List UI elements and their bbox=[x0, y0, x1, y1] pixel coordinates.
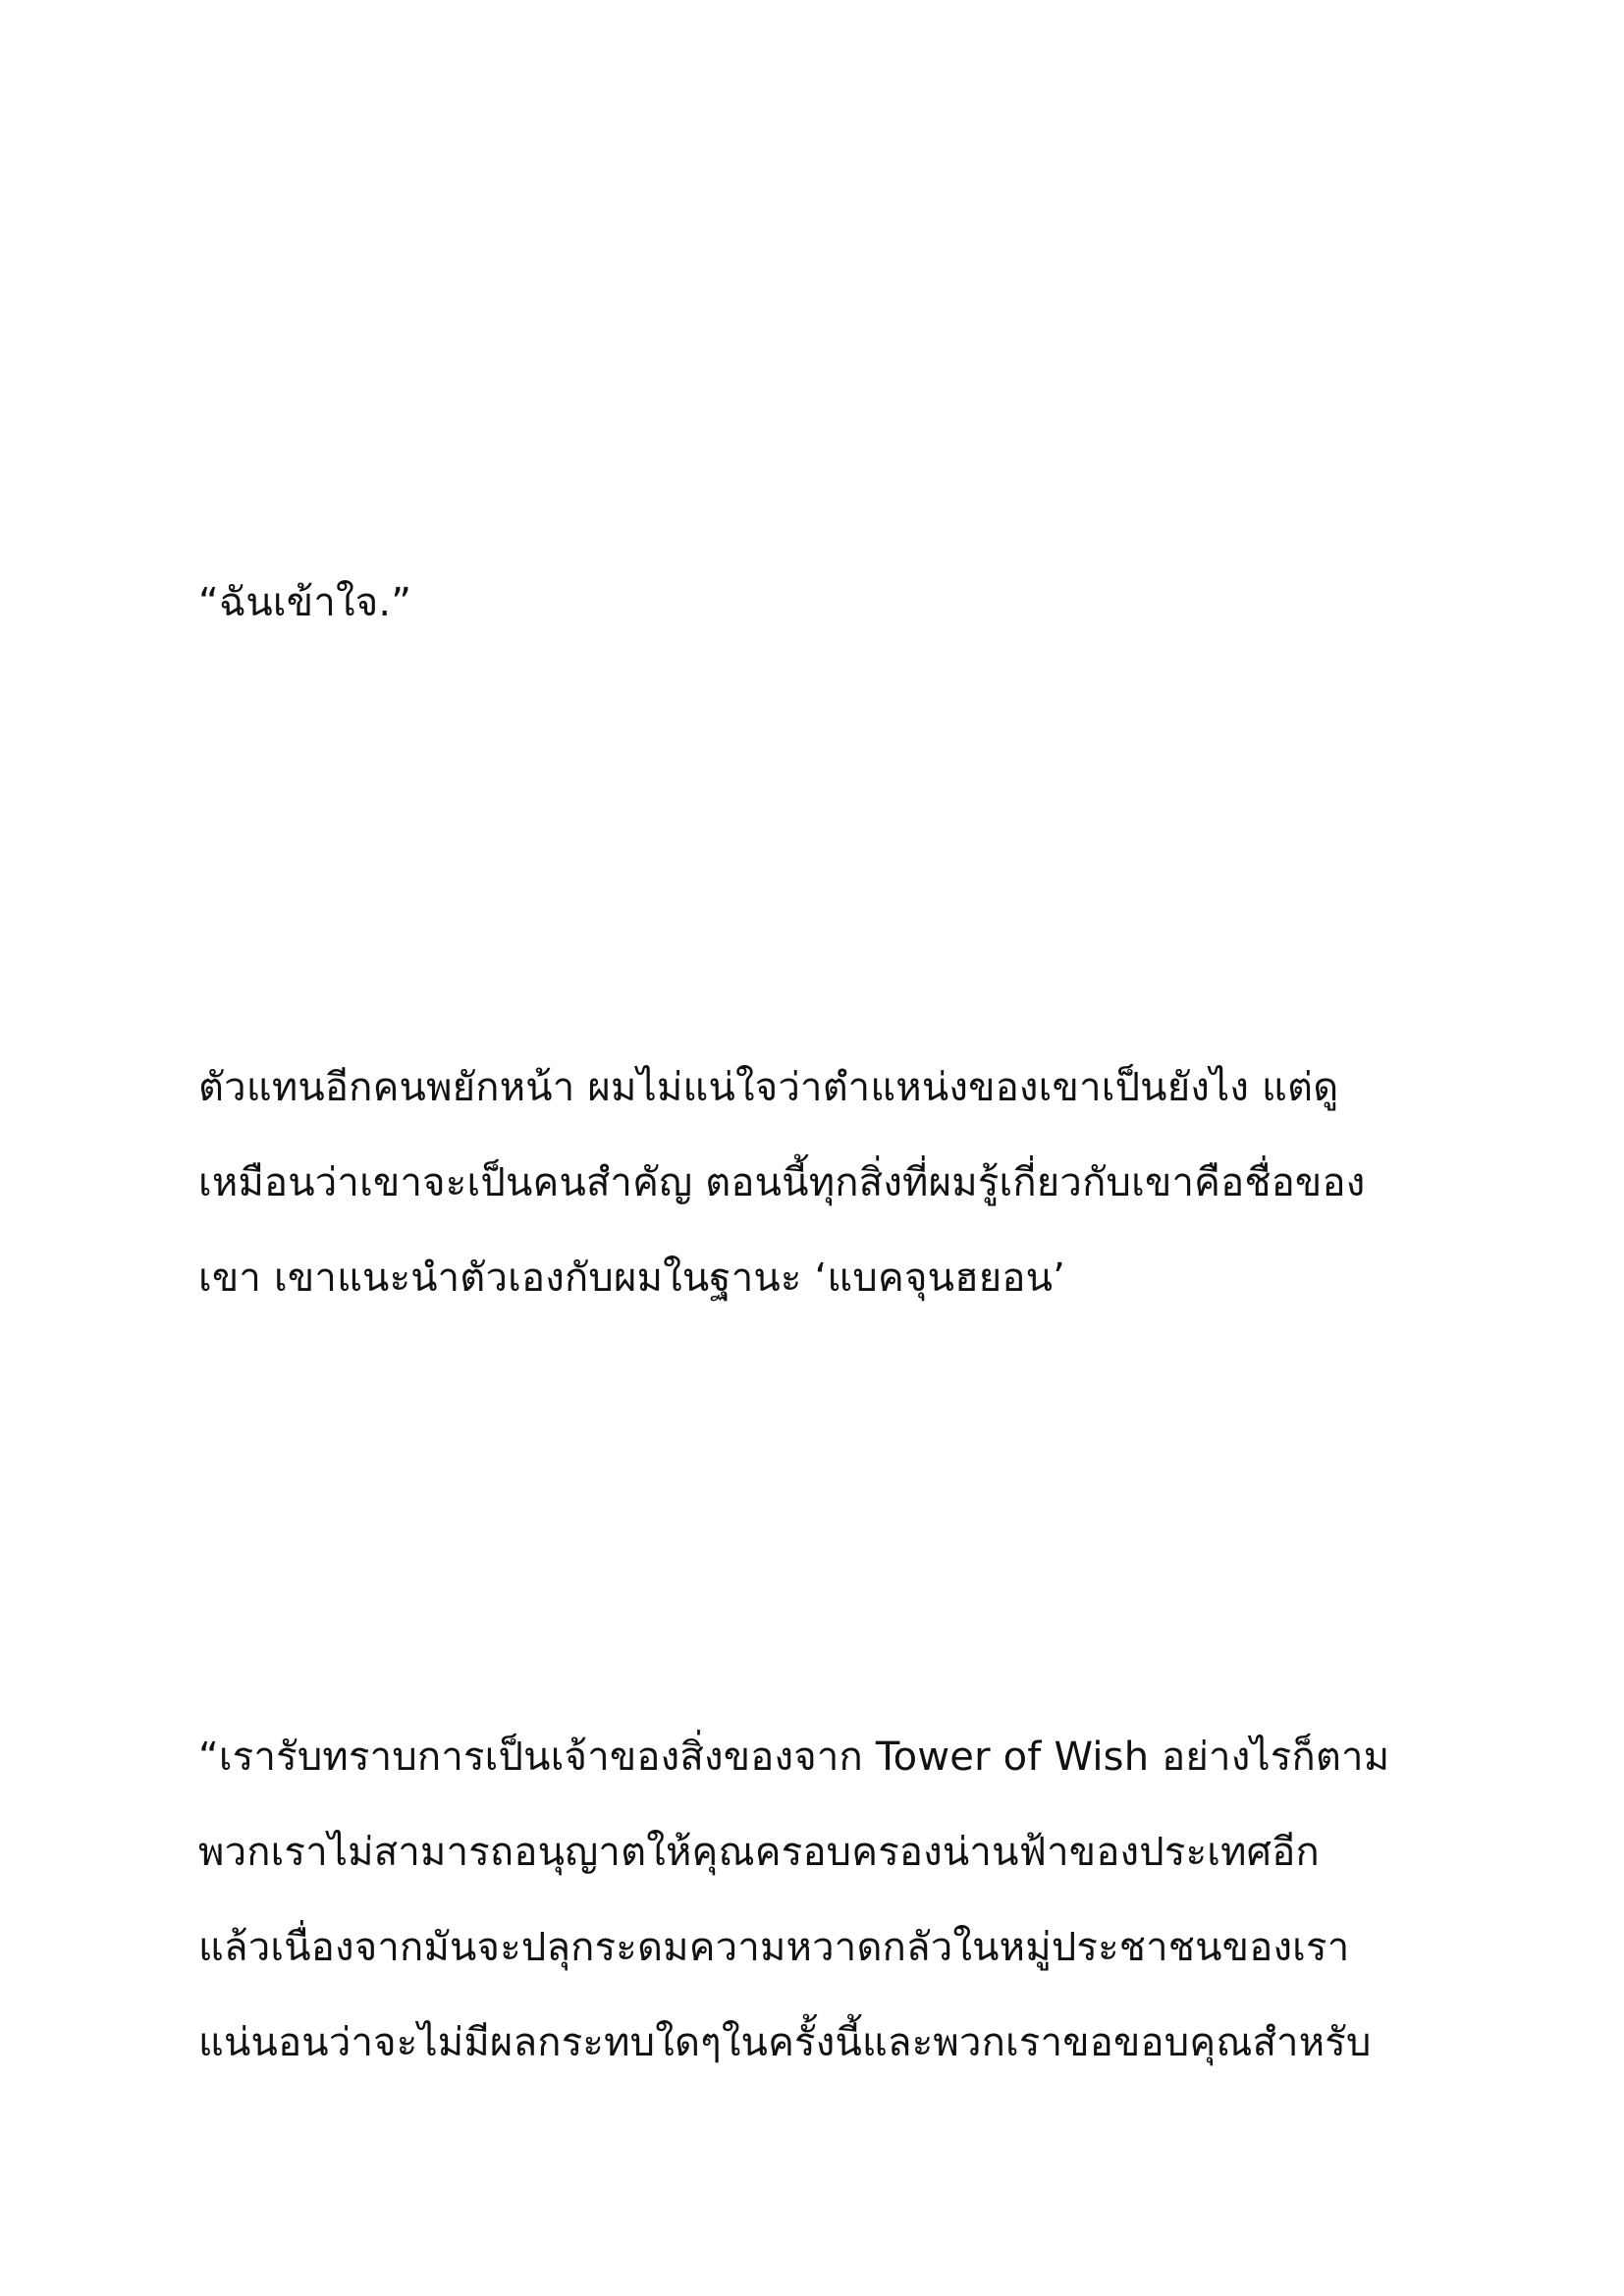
text-line: แล้วเนื่องจากมันจะปลุกระดมความหวาดกลัวในหมู่ประชาชนของเรา bbox=[198, 1925, 1350, 1970]
text-line: เขา เขาแนะนำตัวเองกับผมในฐานะ ‘แบคจุนฮยอน’ bbox=[198, 1255, 1066, 1301]
paragraph-dialogue-tower-of-wish bbox=[198, 1710, 1475, 2091]
text-line: แน่นอนว่าจะไม่มีผลกระทบใดๆในครั้งนี้และพวกเราขอขอบคุณสำหรับ bbox=[198, 2020, 1372, 2065]
paragraph-dialogue-understand bbox=[198, 556, 1475, 651]
paragraph-narration-representative bbox=[198, 1041, 1475, 1326]
text-line: “ฉันเข้าใจ.” bbox=[198, 580, 412, 625]
text-line: พวกเราไม่สามารถอนุญาตให้คุณครอบครองน่านฟ้าของประเทศอีก bbox=[198, 1830, 1320, 1875]
text-line: “เรารับทราบการเป็นเจ้าของสิ่งของจาก Tower of Wish อย่างไรก็ตาม bbox=[198, 1735, 1390, 1780]
text-line: เหมือนว่าเขาจะเป็นคนสำคัญ ตอนนี้ทุกสิ่งที่ผมรู้เกี่ยวกับเขาคือชื่อของ bbox=[198, 1160, 1366, 1205]
text-line: ตัวแทนอีกคนพยักหน้า ผมไม่แน่ใจว่าตำแหน่งของเขาเป็นยังไง แต่ดู bbox=[198, 1065, 1339, 1110]
